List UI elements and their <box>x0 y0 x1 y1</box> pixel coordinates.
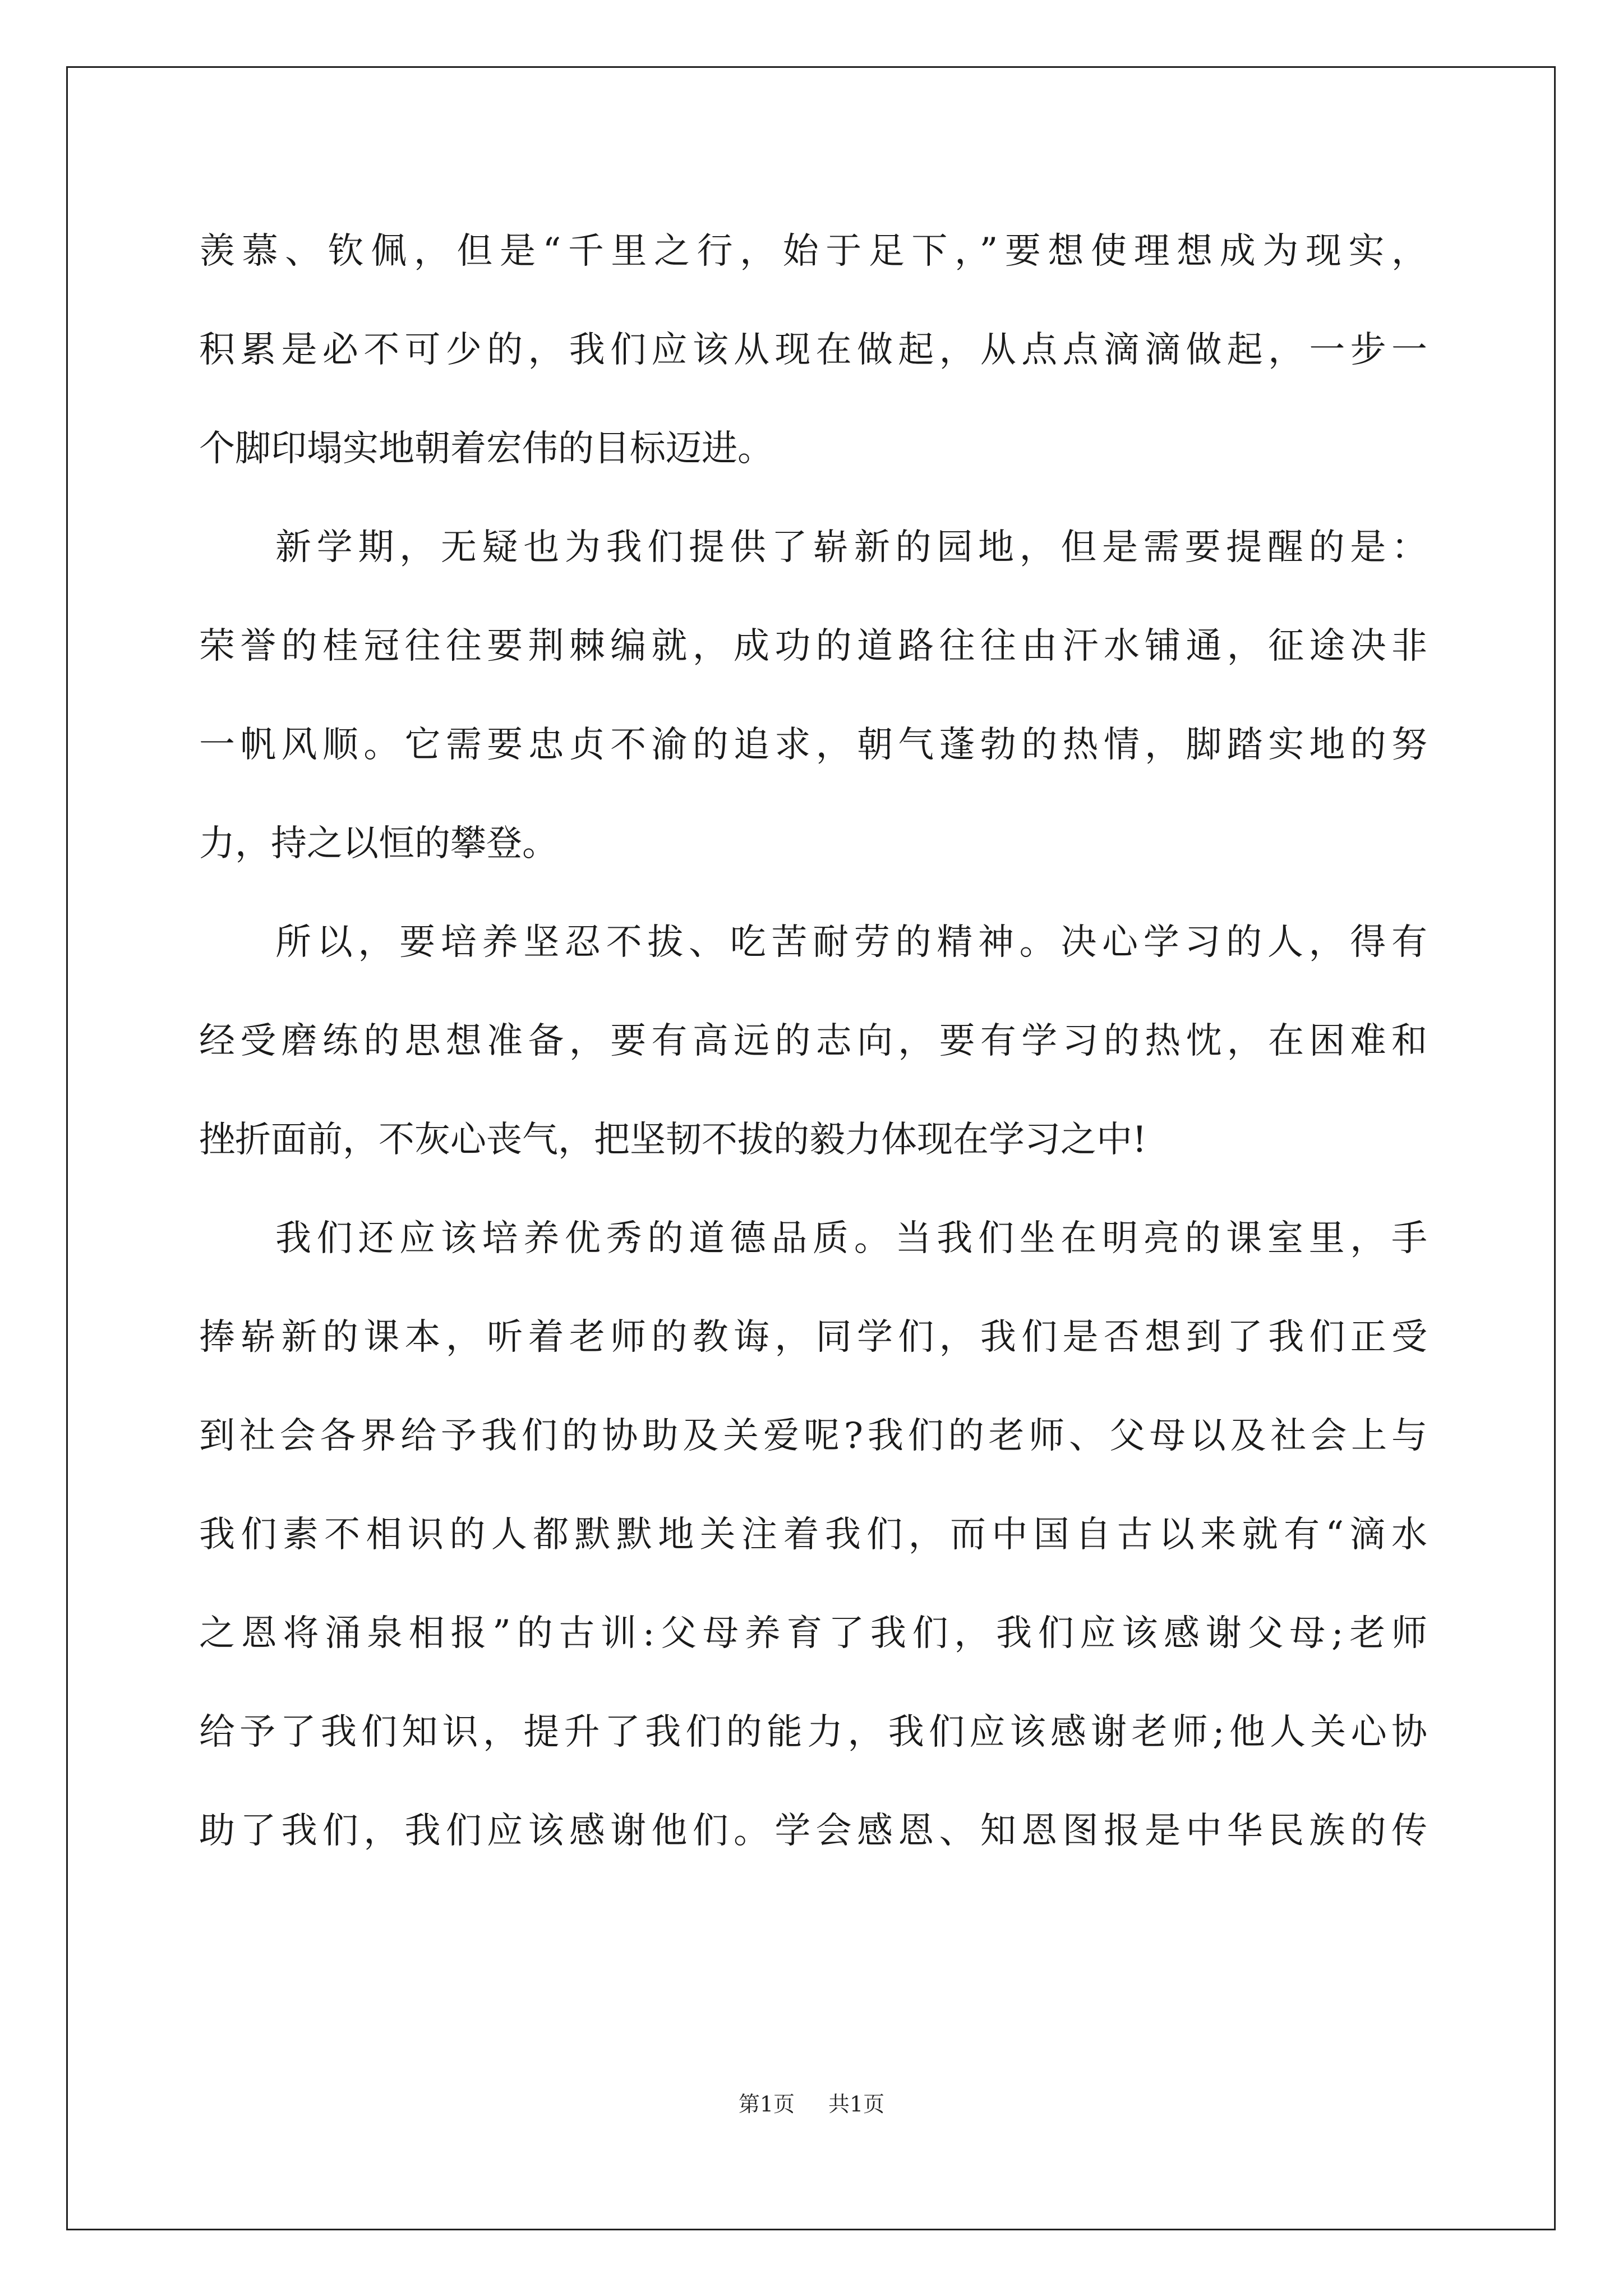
text-line: 一帆风顺。它需要忠贞不渝的追求，朝气蓬勃的热情，脚踏实地的努 <box>199 724 1427 766</box>
text-line: 挫折面前，不灰心丧气，把坚韧不拔的毅力体现在学习之中! <box>199 1119 1147 1161</box>
page-number: 第1页 <box>738 2092 795 2116</box>
page-footer <box>0 2087 1623 2118</box>
text-line: 我们素不相识的人都默默地关注着我们，而中国自古以来就有“滴水 <box>199 1514 1427 1556</box>
text-line: 力，持之以恒的攀登。 <box>199 823 558 864</box>
text-line: 之恩将涌泉相报”的古训:父母养育了我们，我们应该感谢父母;老师 <box>199 1613 1427 1654</box>
text-line: 经受磨练的思想准备，要有高远的志向，要有学习的热忱，在困难和 <box>199 1020 1427 1062</box>
text-line: 积累是必不可少的，我们应该从现在做起，从点点滴滴做起，一步一 <box>199 329 1427 371</box>
text-line: 新学期，无疑也为我们提供了崭新的园地，但是需要提醒的是： <box>275 527 1427 568</box>
text-line: 给予了我们知识，提升了我们的能力，我们应该感谢老师;他人关心协 <box>199 1711 1427 1753</box>
text-line: 荣誉的桂冠往往要荆棘编就，成功的道路往往由汗水铺通，征途决非 <box>199 625 1427 667</box>
text-line: 助了我们，我们应该感谢他们。学会感恩、知恩图报是中华民族的传 <box>199 1810 1427 1852</box>
text-line: 个脚印塌实地朝着宏伟的目标迈进。 <box>199 428 773 470</box>
text-line: 我们还应该培养优秀的道德品质。当我们坐在明亮的课室里，手 <box>275 1218 1427 1259</box>
document-body <box>199 202 1427 1880</box>
text-line: 所以，要培养坚忍不拔、吃苦耐劳的精神。决心学习的人，得有 <box>275 922 1427 963</box>
text-line: 羡慕、钦佩，但是“千里之行，始于足下，”要想使理想成为现实， <box>199 231 1427 272</box>
page-total: 共1页 <box>828 2092 885 2116</box>
text-line: 到社会各界给予我们的协助及关爱呢?我们的老师、父母以及社会上与 <box>199 1415 1427 1457</box>
text-line: 捧崭新的课本，听着老师的教诲，同学们，我们是否想到了我们正受 <box>199 1317 1427 1358</box>
